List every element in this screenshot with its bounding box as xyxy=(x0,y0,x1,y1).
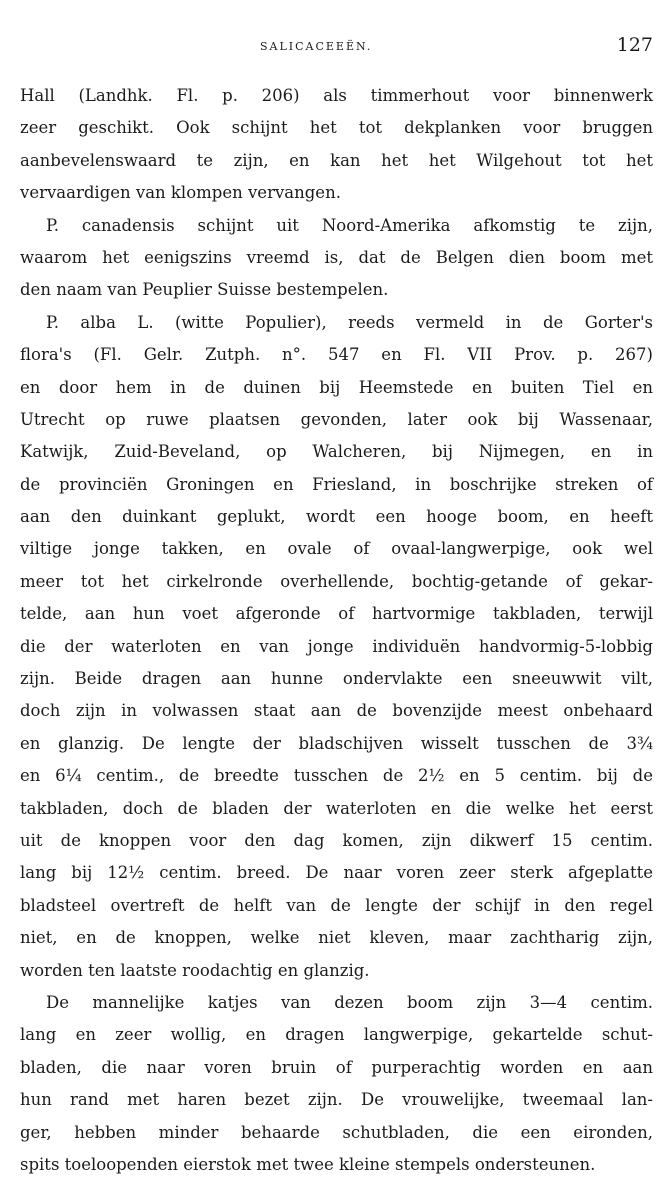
text-line: bladen, die naar voren bruin of purperachtig worden en aan xyxy=(20,1057,653,1077)
text-line: aan den duinkant geplukt, wordt een hooge boom, en heeft xyxy=(20,507,653,527)
page-number: 127 xyxy=(616,34,653,56)
text-line: die der waterloten en van jonge individuën handvormig-5-lobbig xyxy=(20,636,653,656)
text-line: spits toeloopenden eierstok met twee kleine stempels ondersteunen. xyxy=(20,1154,596,1174)
text-line: lang bij 12½ centim. breed. De naar voren zeer sterk afgeplatte xyxy=(20,863,653,883)
text-line: P. alba L. (witte Populier), reeds vermeld in de Gorter's xyxy=(46,312,653,332)
text-line: aanbevelenswaard te zijn, en kan het het Wilgehout tot het xyxy=(20,150,653,170)
text-line: telde, aan hun voet afgeronde of hartvormige takbladen, terwijl xyxy=(20,604,653,624)
text-line: bladsteel overtreft de helft van de lengte der schijf in den regel xyxy=(20,895,653,915)
running-head xyxy=(20,34,653,58)
body-text xyxy=(20,80,653,1181)
text-line: zeer geschikt. Ook schijnt het tot dekplanken voor bruggen xyxy=(20,118,653,138)
text-line: vervaardigen van klompen vervangen. xyxy=(20,183,341,203)
text-line: doch zijn in volwassen staat aan de bovenzijde meest onbehaard xyxy=(20,701,653,721)
text-line: P. canadensis schijnt uit Noord-Amerika afkomstig te zijn, xyxy=(46,215,653,235)
text-line: niet, en de knoppen, welke niet kleven, maar zachtharig zijn, xyxy=(20,928,653,948)
text-line: den naam van Peuplier Suisse bestempelen. xyxy=(20,280,389,300)
text-line: viltige jonge takken, en ovale of ovaal-langwerpige, ook wel xyxy=(20,539,653,559)
text-line: de provinciën Groningen en Friesland, in boschrijke streken of xyxy=(20,474,653,494)
text-line: uit de knoppen voor den dag komen, zijn dikwerf 15 centim. xyxy=(20,830,653,850)
text-line: Hall (Landhk. Fl. p. 206) als timmerhout voor binnenwerk xyxy=(20,86,653,105)
text-line: meer tot het cirkelronde overhellende, bochtig-getande of gekar- xyxy=(20,571,653,591)
text-line: Katwijk, Zuid-Beveland, op Walcheren, bij Nijmegen, en in xyxy=(20,442,653,462)
text-line: waarom het eenigszins vreemd is, dat de Belgen dien boom met xyxy=(20,247,653,267)
text-line: flora's (Fl. Gelr. Zutph. n°. 547 en Fl. VII Prov. p. 267) xyxy=(20,345,653,365)
text-line: en glanzig. De lengte der bladschijven wisselt tusschen de 3¾ xyxy=(20,733,653,753)
text-line: zijn. Beide dragen aan hunne ondervlakte een sneeuwwit vilt, xyxy=(20,669,653,689)
text-line: worden ten laatste roodachtig en glanzig. xyxy=(20,960,370,980)
text-line: en door hem in de duinen bij Heemstede en buiten Tiel en xyxy=(20,377,653,397)
text-line: lang en zeer wollig, en dragen langwerpige, gekartelde schut- xyxy=(20,1025,653,1045)
text-line: hun rand met haren bezet zijn. De vrouwelijke, tweemaal lan- xyxy=(20,1090,653,1110)
text-line: en 6¼ centim., de breedte tusschen de 2½ en 5 centim. bij de xyxy=(20,766,653,786)
text-line: ger, hebben minder behaarde schutbladen, die een eironden, xyxy=(20,1122,653,1142)
running-title: SALICACEEËN. xyxy=(260,40,373,53)
text-line: takbladen, doch de bladen der waterloten en die welke het eerst xyxy=(20,798,653,818)
text-line: Utrecht op ruwe plaatsen gevonden, later ook bij Wassenaar, xyxy=(20,409,653,429)
text-line: De mannelijke katjes van dezen boom zijn 3—4 centim. xyxy=(46,992,653,1012)
book-page xyxy=(20,0,653,1200)
